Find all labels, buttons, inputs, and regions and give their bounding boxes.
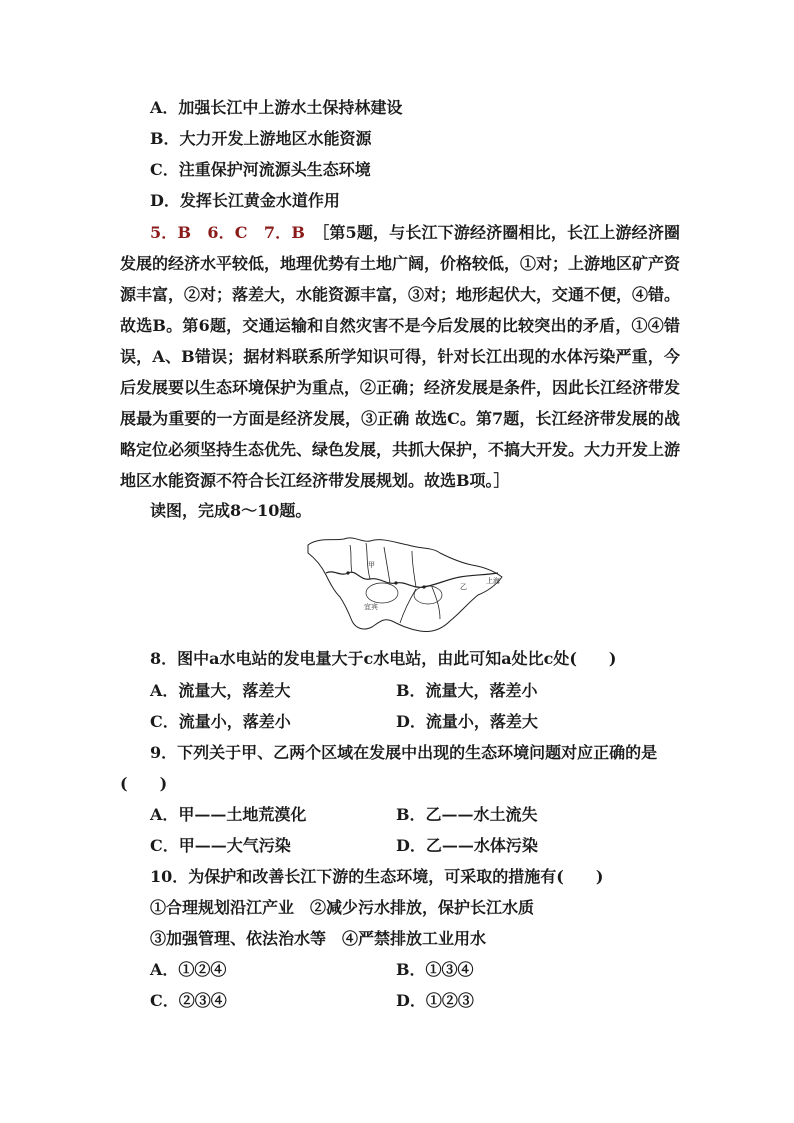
- q9-option-a: A．甲——土地荒漠化: [150, 805, 307, 824]
- yangtze-river-basin-map: [300, 533, 512, 635]
- q10-option-c: C．②③④: [150, 991, 227, 1010]
- q10-items-line1: ①合理规划沿江产业 ②减少污水排放，保护长江水质: [150, 898, 535, 917]
- q8-option-a: A．流量大，落差大: [150, 681, 291, 700]
- answer-explanation: [120, 217, 680, 496]
- map-label-yi: 乙: [460, 583, 467, 591]
- q10-items-line2: ③加强管理、依法治水等 ④严禁排放工业用水: [150, 929, 487, 948]
- map-instruction: 读图，完成8～10题。: [150, 501, 312, 520]
- q4-option-b: B．大力开发上游地区水能资源: [150, 129, 372, 148]
- map-label-shanghai: 上海: [486, 577, 500, 585]
- q8-option-b: B．流量大，落差小: [396, 681, 538, 700]
- explanation-text: ［第5题，与长江下游经济圈相比，长江上游经济圈发展的经济水平较低，地理优势有土地广阔，价格较低，①对；上游地区矿产资源丰富，②对；落差大，水能资源丰富，③对；地形起伏大，交通不便，④错。故选B。第6题，交通运输和自然灾害不是今后发展的比较突出的矛盾，①④错误，A、B错误；据材料联系所学知识可得，针对长江出现的水体污染严重，今后发展要以生态环境保护为重点，②正确；经济发展是条件，因此长江经济带发展最为重要的一方面是经济发展，③正确 故选C。第7题，长江经济带发展的战略定位必须坚持生态优先、绿色发展，共抓大保护，不搞大开发。大力开发上游地区水能资源不符合长江经济带发展规划。故选B项。］: [120, 223, 681, 490]
- q8-option-d: D．流量小，落差大: [396, 712, 538, 731]
- q10-option-a: A．①②④: [150, 960, 227, 979]
- q10-stem: 10．为保护和改善长江下游的生态环境，可采取的措施有( ): [150, 867, 604, 886]
- map-label-jia: 甲: [368, 561, 375, 569]
- q10-option-d: D．①②③: [396, 991, 474, 1010]
- q9-stem-paren: ( ): [120, 774, 168, 793]
- q9-option-b: B．乙——水土流失: [396, 805, 538, 824]
- q8-option-c: C．流量小，落差小: [150, 712, 291, 731]
- q9-stem: 9．下列关于甲、乙两个区域在发展中出现的生态环境问题对应正确的是: [150, 743, 658, 762]
- q10-option-b: B．①③④: [396, 960, 474, 979]
- q4-option-a: A．加强长江中上游水土保持林建设: [150, 98, 403, 117]
- answer-keys: 5．B 6．C 7．B: [150, 223, 305, 242]
- q9-option-c: C．甲——大气污染: [150, 836, 291, 855]
- q4-option-c: C．注重保护河流源头生态环境: [150, 160, 371, 179]
- map-label-yichang: 宜宾: [364, 603, 378, 611]
- q4-option-d: D．发挥长江黄金水道作用: [150, 191, 340, 210]
- q9-option-d: D．乙——水体污染: [396, 836, 538, 855]
- q8-stem: 8．图中a水电站的发电量大于c水电站，由此可知a处比c处( ): [150, 649, 617, 668]
